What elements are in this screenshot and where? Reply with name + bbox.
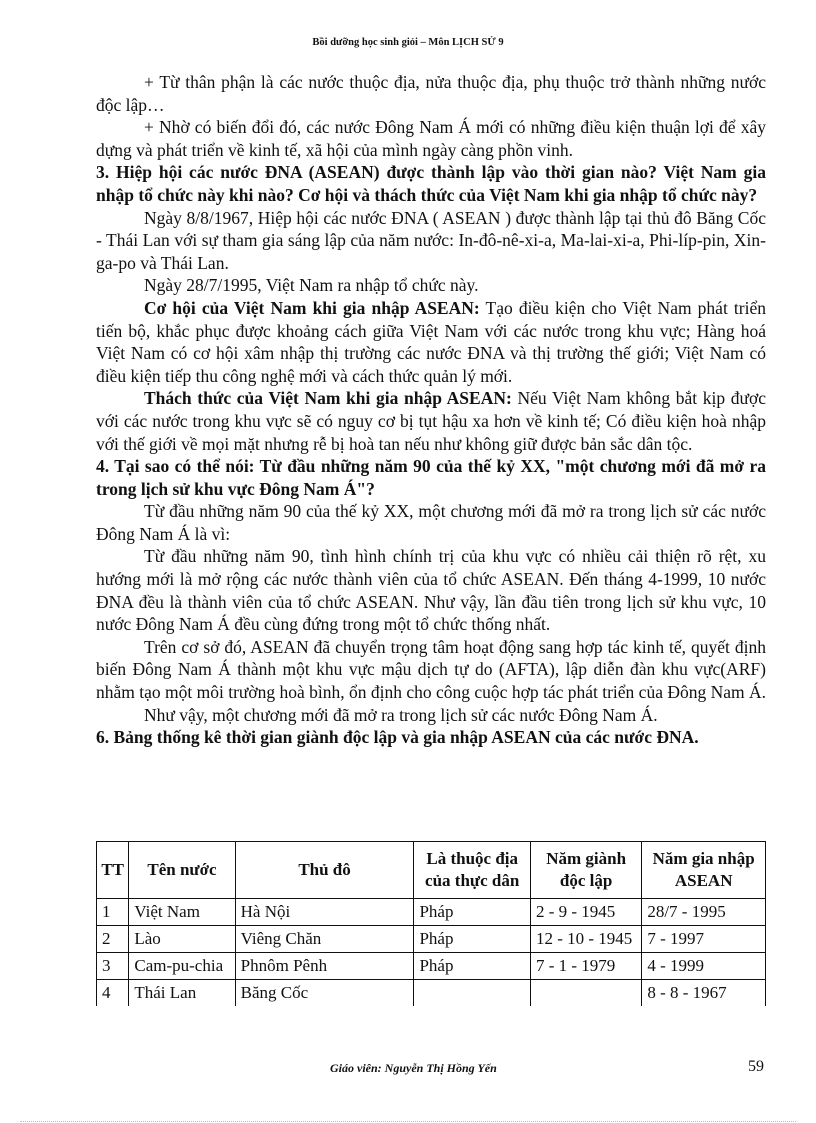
- cell-tt: 4: [97, 980, 129, 1007]
- question-6-title: 6. Bảng thống kê thời gian giành độc lập và gia nhập ASEAN của các nước ĐNA.: [96, 727, 699, 748]
- question-4-title: 4. Tại sao có thể nói: Từ đầu những năm 90 của thế kỷ XX, "một chương mới đã mở ra trong lịch sử khu vực Đông Nam Á"?: [96, 456, 766, 499]
- cell-colonizer: Pháp: [414, 899, 530, 926]
- paragraph: [96, 297, 766, 387]
- cell-country: Lào: [129, 926, 235, 953]
- table-row: [97, 980, 766, 1007]
- paragraph: Như vậy, một chương mới đã mở ra trong lịch sử các nước Đông Nam Á.: [144, 704, 658, 725]
- paragraph: + Từ thân phận là các nước thuộc địa, nửa thuộc địa, phụ thuộc trở thành những nước độc lập…: [96, 72, 766, 115]
- cell-joined: 7 - 1997: [642, 926, 766, 953]
- teacher-name: Nguyễn Thị Hồng Yến: [384, 1061, 497, 1075]
- challenge-lead: Thách thức của Việt Nam khi gia nhập ASEAN:: [144, 388, 512, 409]
- paragraph: Ngày 28/7/1995, Việt Nam ra nhập tổ chức này.: [144, 275, 479, 296]
- table-header-row: [97, 842, 766, 899]
- cell-joined: 28/7 - 1995: [642, 899, 766, 926]
- cell-joined: 8 - 8 - 1967: [642, 980, 766, 1007]
- page-header: Bồi dưỡng học sinh giỏi – Môn LỊCH SỬ 9: [312, 37, 504, 48]
- cell-colonizer: Pháp: [414, 953, 530, 980]
- table-row: [97, 953, 766, 980]
- question-3-title: 3. Hiệp hội các nước ĐNA (ASEAN) được thành lập vào thời gian nào? Việt Nam gia nhập tổ chức này khi nào? Cơ hội và thách thức của Việt Nam khi gia nhập tổ chức này?: [96, 162, 766, 205]
- table-row: [97, 926, 766, 953]
- cell-independence: 7 - 1 - 1979: [530, 953, 641, 980]
- cell-joined: 4 - 1999: [642, 953, 766, 980]
- asean-statistics-table: [96, 841, 766, 1006]
- paragraph: Ngày 8/8/1967, Hiệp hội các nước ĐNA ( ASEAN ) được thành lập tại thủ đô Băng Cốc - Thái Lan với sự tham gia sáng lập của năm nước: In-đô-nê-xi-a, Ma-lai-xi-a, Phi-líp-pin, Xin-ga-po và Thái Lan.: [96, 207, 766, 273]
- cell-tt: 1: [97, 899, 129, 926]
- header-tt: TT: [97, 842, 129, 899]
- cell-independence: 12 - 10 - 1945: [530, 926, 641, 953]
- cell-independence: 2 - 9 - 1945: [530, 899, 641, 926]
- cell-colonizer: [414, 980, 530, 1007]
- opportunity-lead: Cơ hội của Việt Nam khi gia nhập ASEAN:: [144, 297, 480, 318]
- cell-capital: Phnôm Pênh: [235, 953, 414, 980]
- cell-country: Cam-pu-chia: [129, 953, 235, 980]
- paragraph: Từ đầu những năm 90, tình hình chính trị của khu vực có nhiều cải thiện rõ rệt, xu hướng mới là mở rộng các nước thành viên của tổ chức ASEAN. Đến tháng 4-1999, 10 nước ĐNA đều là thành viên của tổ chức ASEAN. Như vậy, lần đầu tiên trong lịch sử khu vực, 10 nước Đông Nam Á đều cùng đứng trong một tổ chức thống nhất.: [96, 546, 766, 635]
- opportunity-text: Tạo điều kiện cho Việt Nam phát triển tiến bộ, khắc phục được khoảng cách giữa Việt Nam với các nước trong khu vực; Hàng hoá Việt Nam có cơ hội xâm nhập thị trường các nước ĐNA và thị trường thế giới; Việt Nam có điều kiện tiếp thu công nghệ mới và cách thức quản lý mới.: [96, 297, 766, 386]
- paragraph: + Nhờ có biến đổi đó, các nước Đông Nam Á mới có những điều kiện thuận lợi để xây dựng và phát triển về kinh tế, xã hội của mình ngày càng phồn vinh.: [96, 117, 766, 160]
- cell-country: Thái Lan: [129, 980, 235, 1007]
- cell-independence: [530, 980, 641, 1007]
- cell-capital: Hà Nội: [235, 899, 414, 926]
- paragraph: [96, 387, 766, 455]
- document-body: [96, 71, 766, 749]
- challenge-text: Nếu Việt Nam không bắt kịp được với các nước trong khu vực sẽ có nguy cơ bị tụt hậu xa hơn về kinh tế; Có điều kiện hoà nhập với thế giới về mọi mặt nhưng rễ bị hoà tan nếu như không giữ được bản sắc dân tộc.: [96, 388, 767, 454]
- page-bottom-rule: [20, 1121, 796, 1122]
- cell-country: Việt Nam: [129, 899, 235, 926]
- header-colonizer: Là thuộc địa của thực dân: [414, 842, 530, 899]
- cell-capital: Băng Cốc: [235, 980, 414, 1007]
- header-joined: Năm gia nhập ASEAN: [642, 842, 766, 899]
- cell-tt: 3: [97, 953, 129, 980]
- cell-tt: 2: [97, 926, 129, 953]
- table-row: [97, 899, 766, 926]
- cell-colonizer: Pháp: [414, 926, 530, 953]
- cell-capital: Viêng Chăn: [235, 926, 414, 953]
- paragraph: Trên cơ sở đó, ASEAN đã chuyển trọng tâm hoạt động sang hợp tác kinh tế, quyết định biến Đông Nam Á thành một khu vực mậu dịch tự do (AFTA), lập diễn đàn khu vực(ARF) nhằm tạo một môi trường hoà bình, ổn định cho công cuộc hợp tác phát triển của Đông Nam Á.: [96, 636, 766, 703]
- page-number: 59: [748, 1058, 764, 1075]
- header-country: Tên nước: [129, 842, 235, 899]
- teacher-label: Giáo viên:: [330, 1061, 382, 1075]
- footer-teacher: [330, 1061, 497, 1076]
- header-capital: Thủ đô: [235, 842, 414, 899]
- header-independence: Năm giành độc lập: [530, 842, 641, 899]
- paragraph: Từ đầu những năm 90 của thế kỷ XX, một chương mới đã mở ra trong lịch sử các nước Đông Nam Á là vì:: [96, 501, 766, 544]
